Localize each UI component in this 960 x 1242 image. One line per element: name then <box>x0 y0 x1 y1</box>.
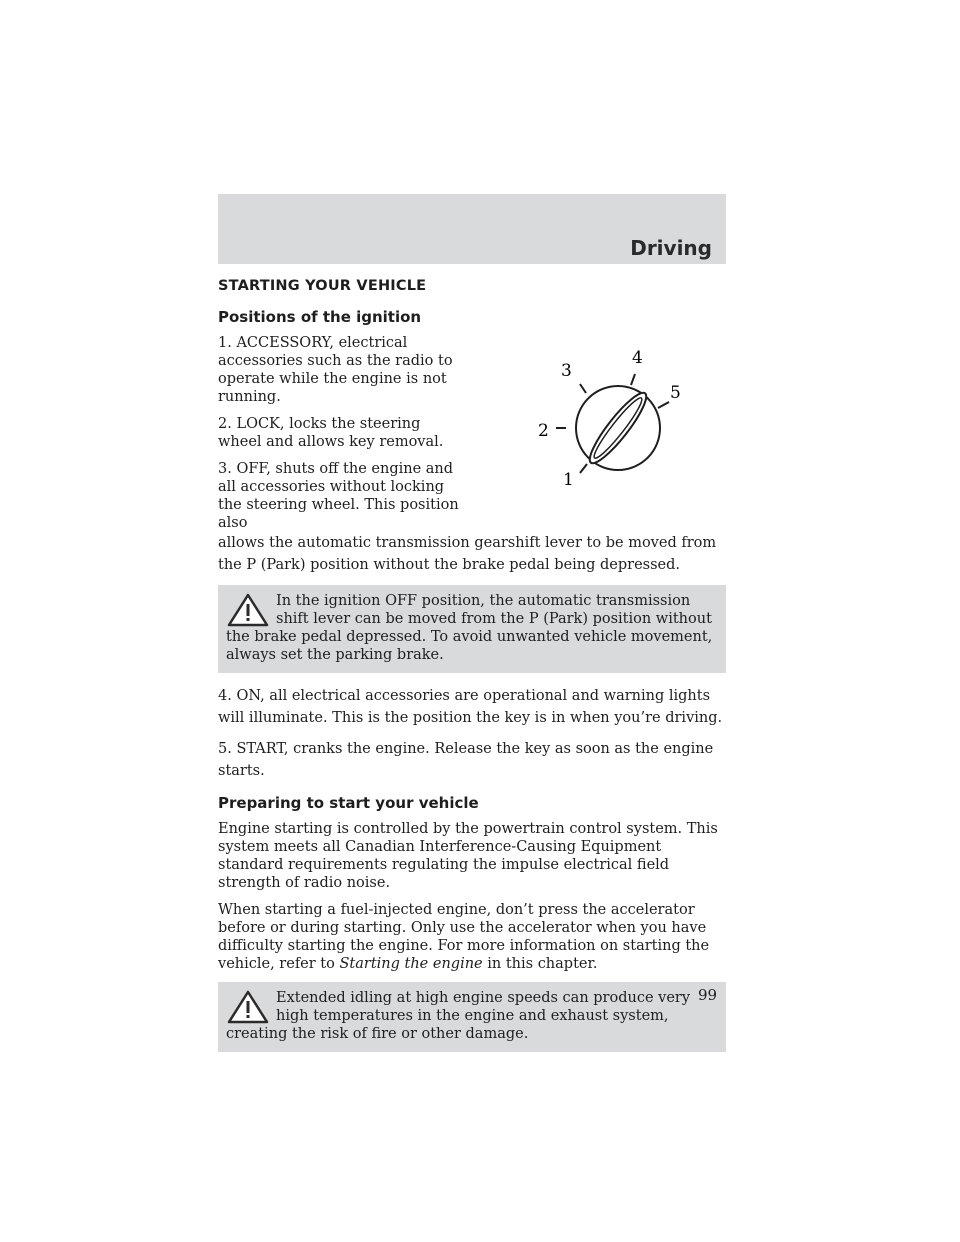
ignition-lock-text: 2. LOCK, locks the steering wheel and allows key removal. <box>218 416 444 450</box>
preparing-heading: Preparing to start your vehicle <box>218 794 479 812</box>
section-title: STARTING YOUR VEHICLE <box>218 278 427 294</box>
tick-3 <box>580 384 586 393</box>
ignition-diagram <box>518 336 718 486</box>
ignition-heading: Positions of the ignition <box>218 308 422 326</box>
warning-text-1: In the ignition OFF position, the automatic transmission shift lever can be moved from the P (Park) position without the brake pedal depressed. To avoid unwanted vehicle movement, always set the parking brake. <box>226 593 713 663</box>
diagram-label-3: 3 <box>561 361 572 381</box>
tick-1 <box>580 464 587 473</box>
diagram-label-4: 4 <box>632 348 643 368</box>
tick-5 <box>658 402 669 408</box>
chapter-header <box>218 194 726 264</box>
ignition-switch-illustration <box>518 336 718 486</box>
warning-box-1 <box>218 585 726 673</box>
diagram-label-5: 5 <box>670 383 681 403</box>
diagram-label-1: 1 <box>563 470 574 486</box>
preparing-text-2a: When starting a fuel-injected engine, don’t press the accelerator before or during starting. Only use the accelerator when you have difficulty starting the engine. For more information on starting the vehicle, refer to <box>218 902 710 972</box>
warning-text-2: Extended idling at high engine speeds can produce very high temperatures in the engine and exhaust system, creating the risk of fire or other damage. <box>226 990 691 1042</box>
preparing-text-2 <box>218 901 726 973</box>
starting-engine-reference: Starting the engine <box>339 956 483 972</box>
warning-box-2 <box>218 982 726 1052</box>
chapter-title: Driving <box>630 236 712 260</box>
ignition-start-text: 5. START, cranks the engine. Release the key as soon as the engine starts. <box>218 741 714 779</box>
preparing-text-1: Engine starting is controlled by the powertrain control system. This system meets all Canadian Interference-Causing Equipment standard requirements regulating the impulse electrical field strength of radio noise. <box>218 821 718 891</box>
ignition-off-text: 3. OFF, shuts off the engine and all accessories without locking the steering wheel. This position also <box>218 461 459 531</box>
page-number: 99 <box>698 986 718 1004</box>
tick-4 <box>631 374 635 385</box>
diagram-label-2: 2 <box>538 421 549 441</box>
ignition-on-text: 4. ON, all electrical accessories are operational and warning lights will illuminate. This is the position the key is in when you’re driving. <box>218 688 723 726</box>
ignition-accessory-text: 1. ACCESSORY, electrical accessories such as the radio to operate while the engine is not running. <box>218 335 453 405</box>
page-content <box>218 278 726 1064</box>
preparing-text-2b: in this chapter. <box>482 956 598 972</box>
warning-triangle-icon <box>226 989 270 1025</box>
ignition-off-continued: allows the automatic transmission gearshift lever to be moved from the P (Park) position without the brake pedal being depressed. <box>218 535 717 573</box>
warning-triangle-icon <box>226 592 270 628</box>
